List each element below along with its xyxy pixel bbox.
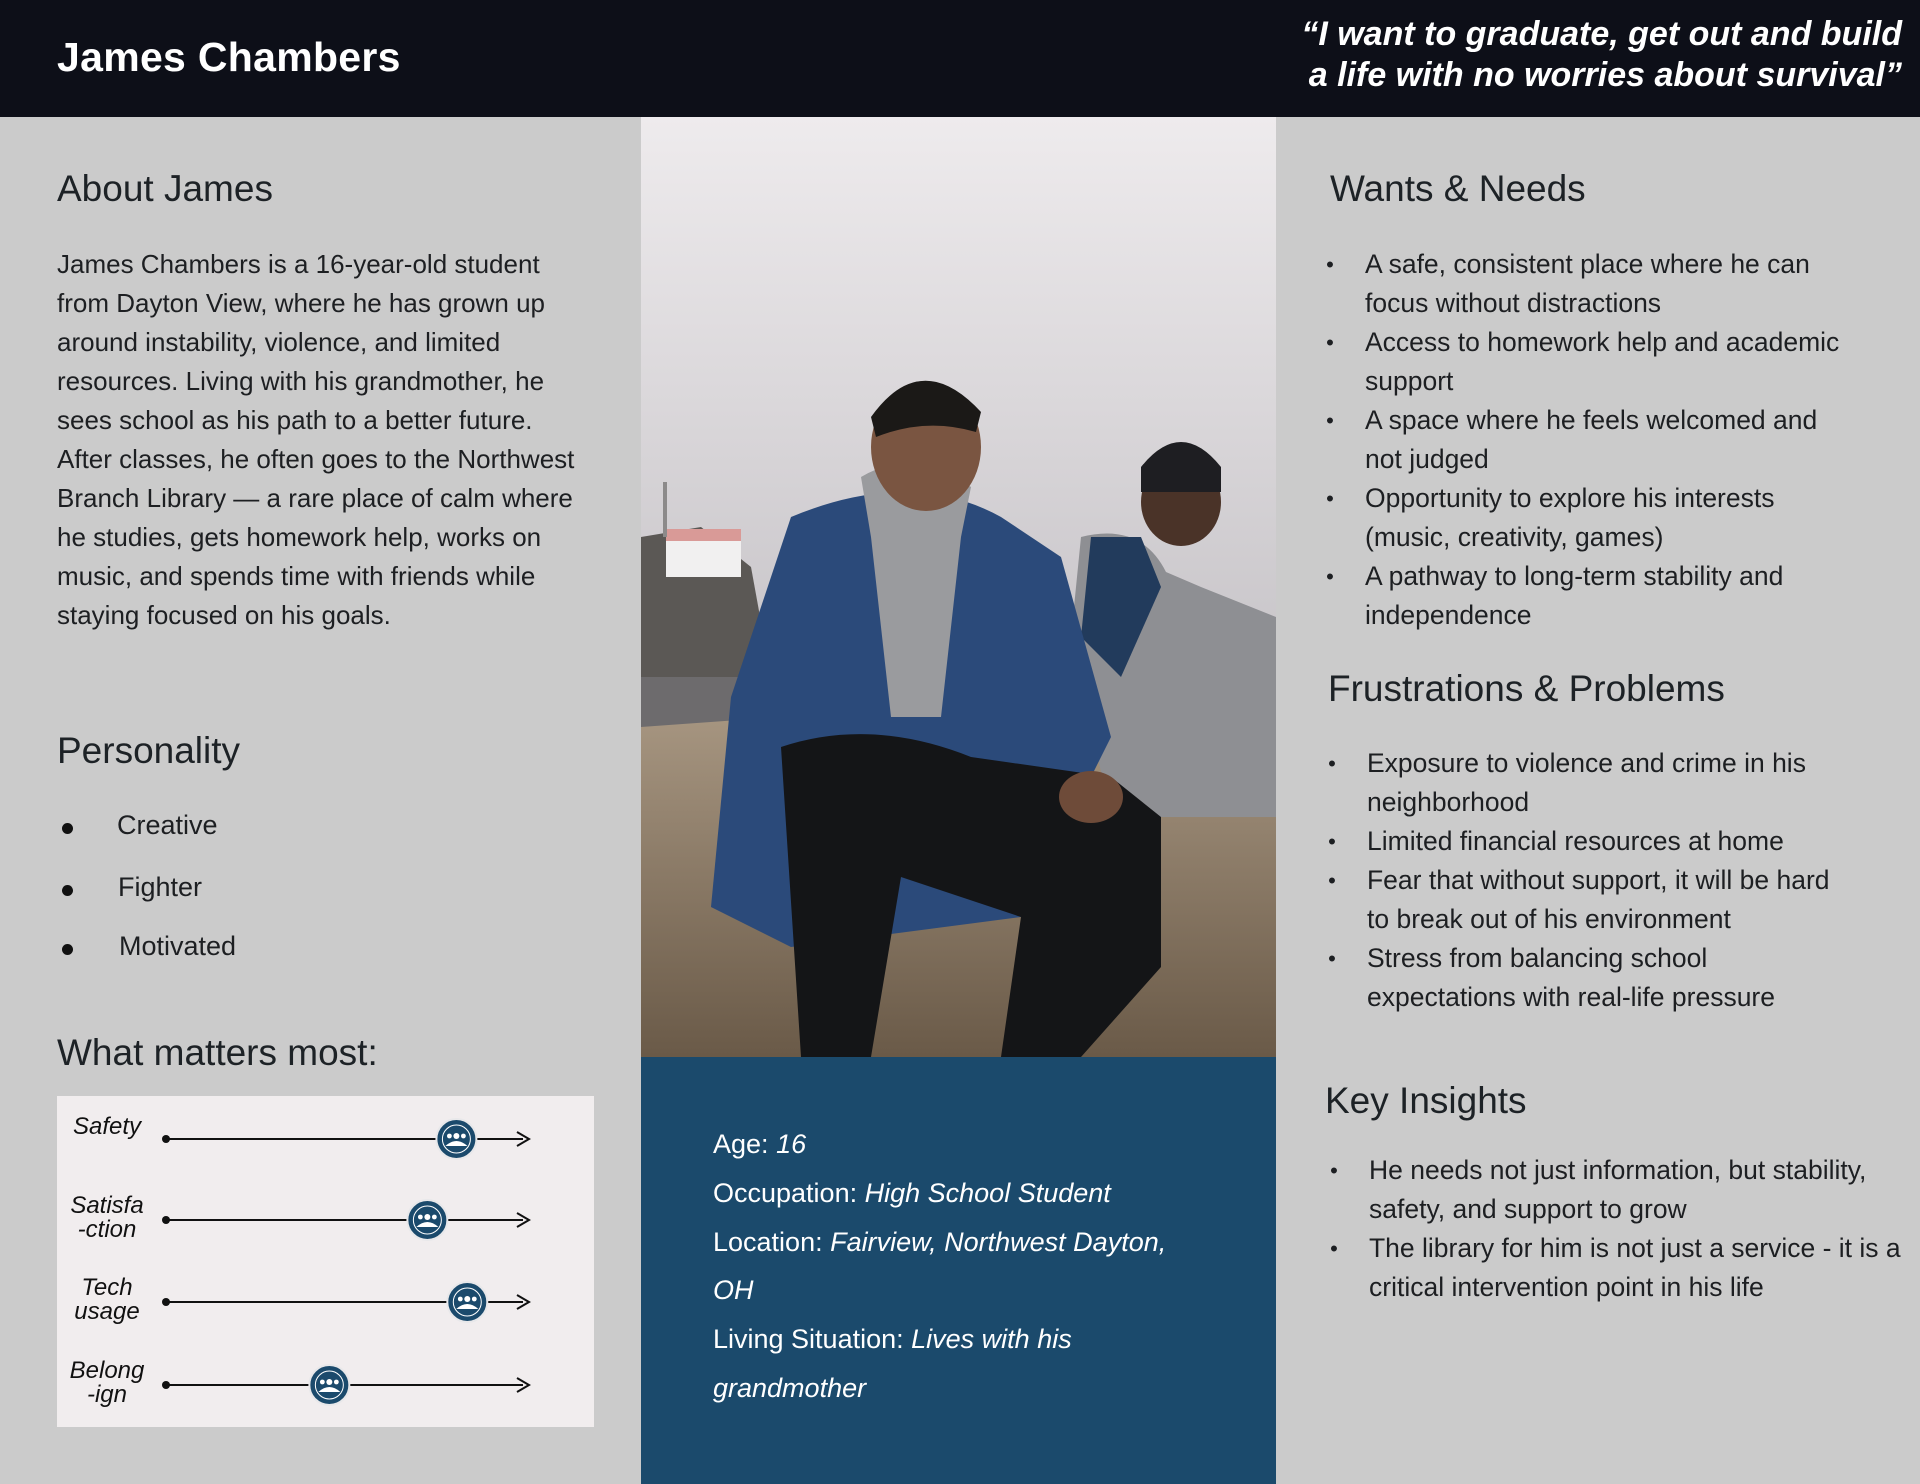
slider-label [57,1359,157,1407]
about-line: Branch Library — a rare place of calm where [57,483,573,513]
slider-label-line: Satisfa [70,1192,144,1219]
bullet-icon: • [1326,252,1334,277]
bullet-icon: • [1328,751,1336,776]
list-item: • A safe, consistent place where he can focus without distractions [1323,245,1903,323]
about-title: About James [57,168,273,209]
about-line: staying focused on his goals. [57,600,391,630]
info-location [713,1227,1166,1258]
persona-quote [1282,14,1902,96]
header-bar [0,0,1920,117]
persona-name: James Chambers [57,34,401,80]
info-value: grandmother [713,1373,867,1403]
about-line: around instability, violence, and limited [57,327,501,357]
info-value: High School Student [864,1178,1111,1208]
personality-label: Motivated [119,931,237,961]
list-item: • A pathway to long-term stability and independence [1323,557,1903,635]
about-line: After classes, he often goes to the Northwest [57,444,575,474]
slider-label-line: -ction [77,1216,137,1243]
slider-label-line: Tech [81,1274,133,1301]
photo-illustration [641,117,1276,1057]
about-line: resources. Living with his grandmother, he [57,366,545,396]
user-group-icon [309,1365,349,1405]
user-group-icon [407,1200,447,1240]
bullet-icon: • [1328,829,1336,854]
frustrations-list [1325,744,1905,1017]
bullet-icon: • [1326,486,1334,511]
bullet-icon: • [1330,1236,1338,1261]
list-item: • Access to homework help and academic support [1323,323,1903,401]
personality-label: Fighter [118,872,203,902]
slider-label-line: Belong [69,1357,145,1384]
list-item: • Fear that without support, it will be hard to break out of his environment [1325,861,1905,939]
info-value: OH [713,1275,754,1305]
slider-start-dot [162,1381,170,1389]
list-item: • A space where he feels welcomed and not judged [1323,401,1903,479]
list-item: • The library for him is not just a service - it is a critical intervention point in his life [1327,1229,1917,1307]
personality-title: Personality [57,730,241,771]
info-value: Fairview, Northwest Dayton, [830,1227,1167,1257]
about-line: he studies, gets homework help, works on [57,522,542,552]
info-label: Living Situation: [713,1324,904,1354]
list-item: • He needs not just information, but stability, safety, and support to grow [1327,1151,1917,1229]
wants-title: Wants & Needs [1330,168,1586,209]
info-occupation [713,1178,1111,1209]
info-value: 16 [776,1129,807,1159]
insights-title: Key Insights [1325,1080,1527,1121]
wants-list [1323,245,1903,635]
info-panel [641,1057,1276,1484]
info-value: Lives with his [911,1324,1072,1354]
matters-title: What matters most: [57,1032,378,1073]
slider-label-line: -ign [86,1381,128,1408]
about-text [57,245,574,635]
slider-label [57,1276,157,1324]
about-line: sees school as his path to a better future. [57,405,533,435]
info-living-cont [713,1373,866,1404]
slider-start-dot [162,1135,170,1143]
matters-box [57,1096,594,1427]
bullet-icon: • [1330,1158,1338,1183]
about-line: James Chambers is a 16-year-old student [57,249,540,279]
slider-label-line: Safety [72,1113,142,1140]
info-label: Occupation: [713,1178,858,1208]
info-location-cont [713,1275,754,1306]
info-label: Age: [713,1129,769,1159]
bullet-dot-icon [62,885,73,896]
persona-photo [641,117,1276,1057]
bullet-icon: • [1326,408,1334,433]
list-item: • Limited financial resources at home [1325,822,1905,861]
info-label: Location: [713,1227,823,1257]
bullet-dot-icon [62,944,73,955]
list-item: • Opportunity to explore his interests (music, creativity, games) [1323,479,1903,557]
about-line: music, and spends time with friends while [57,561,536,591]
personality-label: Creative [117,810,218,840]
user-group-icon [447,1282,487,1322]
slider-start-dot [162,1216,170,1224]
insights-list [1327,1151,1917,1307]
bullet-icon: • [1326,330,1334,355]
user-group-icon [436,1119,476,1159]
bullet-icon: • [1328,946,1336,971]
about-line: from Dayton View, where he has grown up [57,288,546,318]
slider-label-line: usage [74,1298,140,1325]
slider-start-dot [162,1298,170,1306]
info-age [713,1129,806,1160]
info-living [713,1324,1072,1355]
slider-label [57,1194,157,1242]
frustrations-title: Frustrations & Problems [1328,668,1725,709]
list-item: • Exposure to violence and crime in his neighborhood [1325,744,1905,822]
list-item: • Stress from balancing school expectations with real-life pressure [1325,939,1905,1017]
bullet-icon: • [1328,868,1336,893]
quote-line-2: a life with no worries about survival” [1308,56,1902,94]
bullet-icon: • [1326,564,1334,589]
slider-label [57,1115,157,1139]
bullet-dot-icon [62,823,73,834]
quote-line-1: “I want to graduate, get out and build [1301,15,1902,53]
